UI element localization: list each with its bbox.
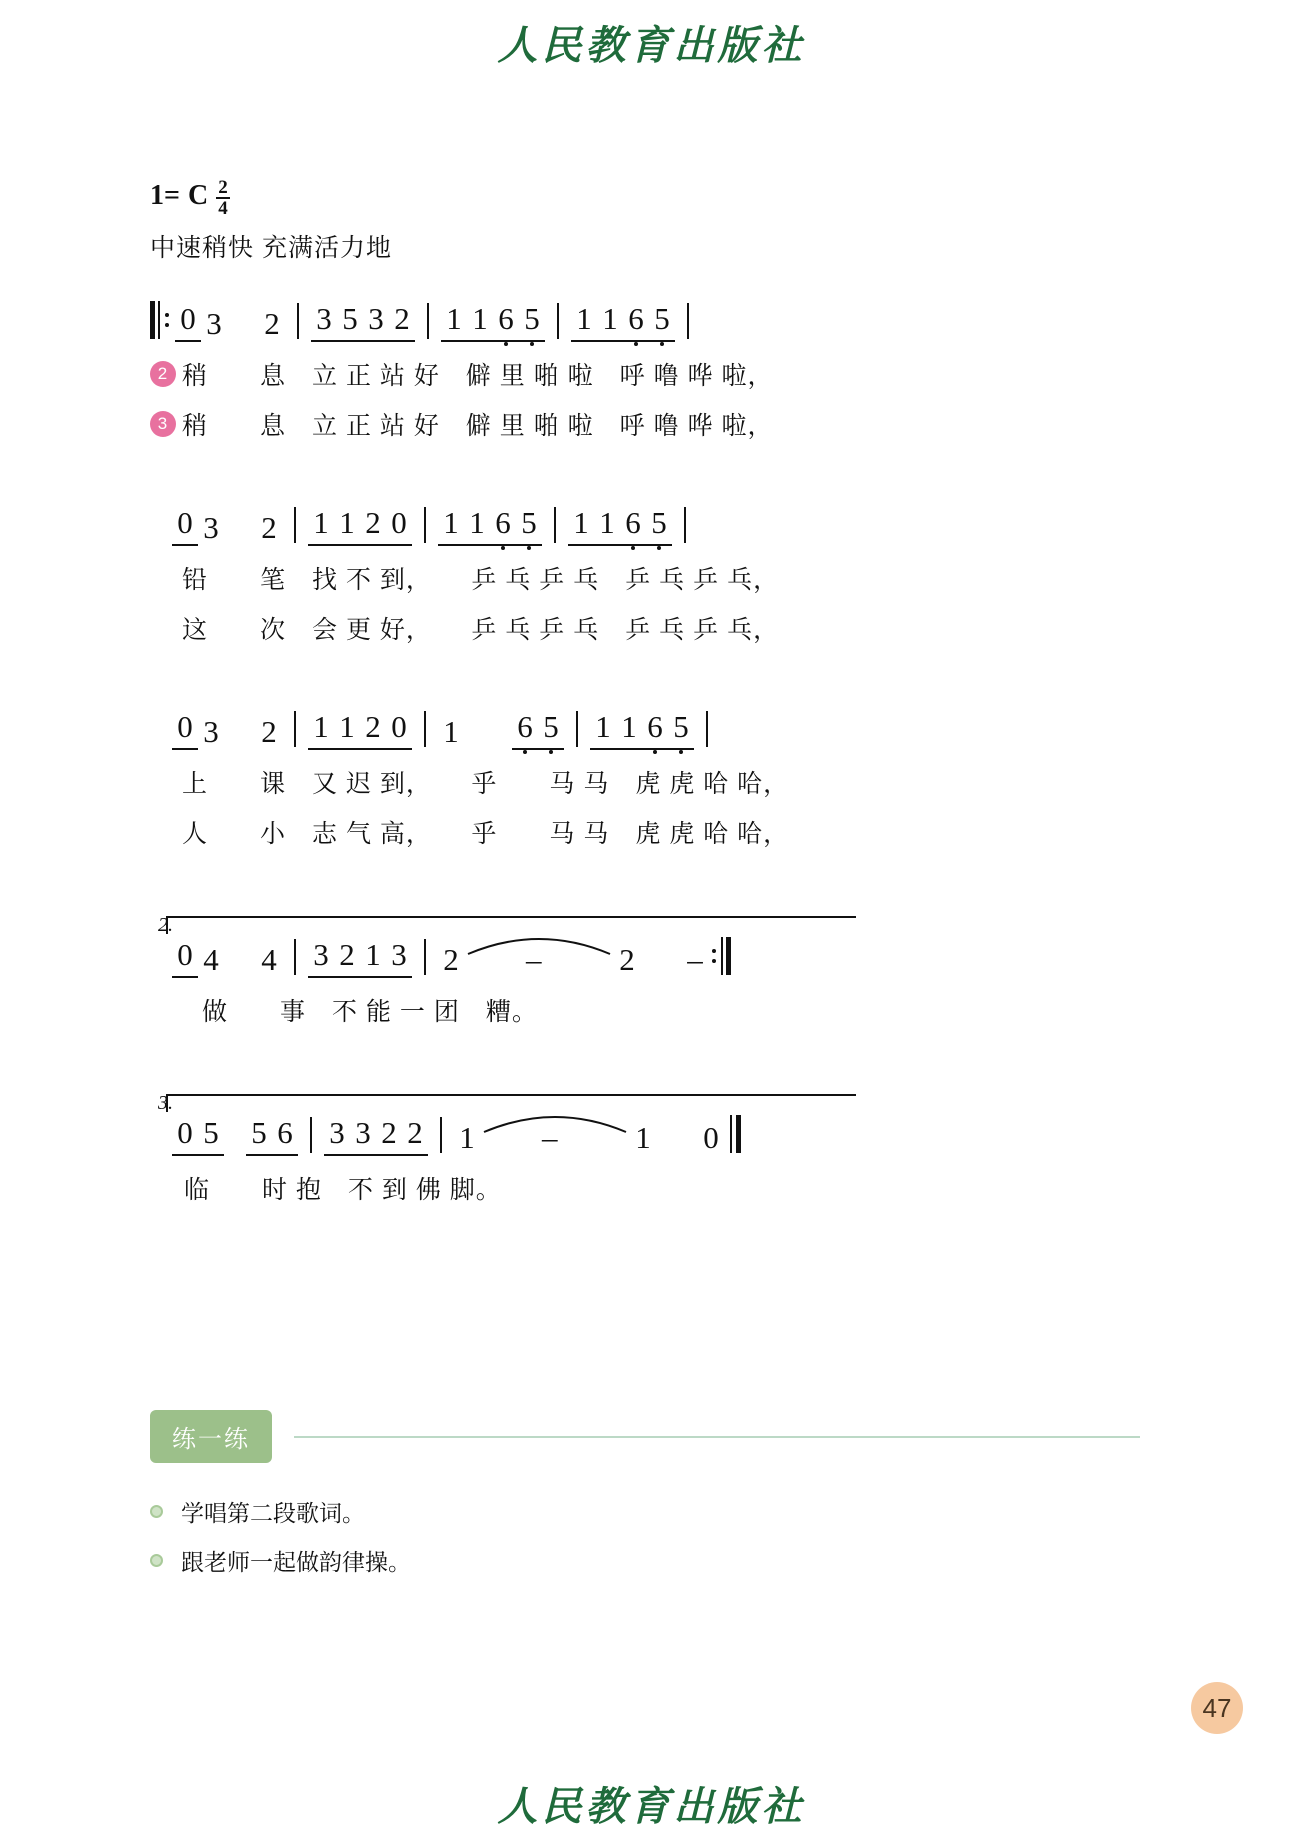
key-label: 1= [150,180,180,211]
score-system-5 [150,1078,1160,1206]
beamed-group [363,301,415,342]
key-signature-line [150,177,1160,222]
exercise-tag: 练一练 [150,1410,272,1463]
score-system-4 [150,900,1160,1028]
repeat-end-sign [712,937,731,975]
note: 3 [391,937,407,972]
lyric-text: 人 小 志 气 高， 乎 马 马 虎 虎 哈 哈， [182,820,790,848]
lyric-text: 这 次 会 更 好， 乒 乓 乒 乓 乒 乓 乒 乓， [182,616,780,644]
note: 2 [619,942,635,977]
lyric-row [150,992,1160,1028]
beamed-group [568,505,620,546]
note: 3 [355,1115,371,1150]
note: 2 [339,937,355,972]
note: 1 [573,505,589,540]
beamed-group [376,1115,428,1156]
note: 1 [339,505,355,540]
note: 0 [172,505,198,546]
verse-number-badge: 2 [150,361,176,387]
exercise-header [150,1410,1160,1463]
beamed-group [324,1115,376,1156]
note: 1 [469,505,485,540]
tempo-marking: 中速稍快 充满活力地 [150,234,392,262]
note-low: 6 [493,301,519,337]
exercise-divider [294,1436,1140,1438]
list-item [150,1495,1160,1528]
notation-row-2 [150,498,1160,546]
note: 3 [206,306,222,341]
barline [706,711,708,747]
notation-row-1 [150,294,1160,342]
volta-bracket-2 [150,900,1160,934]
note: 5 [251,1115,267,1150]
note: 0 [172,937,198,978]
score-system-3 [150,702,1160,850]
note: 1 [602,301,618,336]
beamed-group [590,709,642,750]
lyric-text: 上 课 又 迟 到， 乎 马 马 虎 虎 哈 哈， [182,770,790,798]
volta-label: 2. [158,914,173,936]
beamed-group [623,301,675,342]
publisher-logo-top: 人民教育出版社 [497,22,806,69]
lyric-text: 稍 息 立 正 站 好 僻 里 啪 啦 呼 噜 哗 啦， [182,412,774,440]
note: 0 [703,1120,719,1155]
note: 0 [172,709,198,750]
note-low: 5 [649,301,675,337]
meter-numerator: 2 [218,177,228,198]
note-low: 6 [620,505,646,541]
volta-label: 3. [158,1092,173,1114]
note-low: 6 [623,301,649,337]
note: 2 [365,709,381,744]
note: 0 [391,709,407,744]
note: 3 [329,1115,345,1150]
note: 1 [599,505,615,540]
barline [297,303,299,339]
beamed-group [441,301,493,342]
note: 1 [443,714,459,749]
music-score [150,177,1160,1206]
barline [294,507,296,543]
barline [294,939,296,975]
beamed-group [642,709,694,750]
publisher-logo-bottom: 人民教育出版社 [497,1783,806,1830]
note: 0 [175,301,201,342]
note: 1 [313,709,329,744]
barline [554,507,556,543]
note-low: 6 [642,709,668,745]
barline [424,939,426,975]
volta-bracket-3 [150,1078,1160,1112]
note-low: 6 [490,505,516,541]
note: 2 [261,510,277,545]
beamed-group [620,505,672,546]
beamed-group [490,505,542,546]
barline [310,1117,312,1153]
notation-row-3 [150,702,1160,750]
barline [424,507,426,543]
note: 1 [446,301,462,336]
beamed-group [172,1115,224,1156]
beamed-group [360,937,412,978]
beamed-group [360,709,412,750]
note: 1 [576,301,592,336]
lyric-row [150,560,1160,596]
notation-row-5 [150,1108,1160,1156]
note: 3 [313,937,329,972]
beamed-group [308,505,360,546]
note: 2 [443,942,459,977]
note: 5 [342,301,358,336]
note-low: 5 [646,505,672,541]
note: 1 [313,505,329,540]
note: 6 [277,1115,293,1150]
exercise-item-text: 学唱第二段歌词。 [181,1500,365,1526]
barline [684,507,686,543]
note: 3 [368,301,384,336]
note: 2 [407,1115,423,1150]
tie-arc: – [464,938,614,978]
bullet-icon [150,1505,163,1518]
meter-denominator: 4 [218,198,228,219]
beamed-group [308,709,360,750]
lyric-text: 铅 笔 找 不 到， 乒 乓 乒 乓 乒 乓 乒 乓， [182,566,780,594]
note: 5 [203,1115,219,1150]
time-signature [216,178,230,218]
lyric-text: 临 时 抱 不 到 佛 脚。 [184,1176,502,1204]
note: 0 [391,505,407,540]
list-item [150,1544,1160,1577]
barline [687,303,689,339]
note: 1 [339,709,355,744]
note: 0 [177,1115,193,1150]
barline [440,1117,442,1153]
note: 2 [394,301,410,336]
lyric-row [150,610,1160,646]
beamed-group [512,709,564,750]
note: 4 [261,942,277,977]
beamed-group [571,301,623,342]
barline [427,303,429,339]
note: 1 [365,937,381,972]
final-barline [730,1115,741,1153]
key-value: C [187,180,209,211]
exercise-section [150,1410,1160,1593]
note-low: 5 [519,301,545,337]
tie-arc: – [480,1116,630,1156]
lyric-text: 稍 息 立 正 站 好 僻 里 啪 啦 呼 噜 哗 啦， [182,362,774,390]
note: 2 [264,306,280,341]
beamed-group [360,505,412,546]
exercise-item-text: 跟老师一起做韵律操。 [181,1549,411,1575]
note-low: 6 [512,709,538,745]
note-low: 5 [538,709,564,745]
exercise-list [150,1495,1160,1577]
note: 4 [203,942,219,977]
note: 1 [459,1120,475,1155]
note: 3 [316,301,332,336]
note: 3 [203,510,219,545]
note: 1 [472,301,488,336]
page-number: 47 [1191,1682,1243,1734]
beamed-group [493,301,545,342]
note-low: 5 [516,505,542,541]
beamed-group [311,301,363,342]
note: 1 [635,1120,651,1155]
barline [576,711,578,747]
bullet-icon [150,1554,163,1567]
lyric-text: 做 事 不 能 一 团 糟。 [202,998,538,1026]
score-system-2 [150,498,1160,646]
beamed-group [438,505,490,546]
note: 3 [203,714,219,749]
lyric-row [150,814,1160,850]
lyric-row [150,356,1160,392]
note: 2 [381,1115,397,1150]
barline [294,711,296,747]
note: 2 [261,714,277,749]
note: 2 [365,505,381,540]
note: – [687,942,703,977]
lyric-row [150,764,1160,800]
lyric-row [150,1170,1160,1206]
note: 1 [621,709,637,744]
note-low: 5 [668,709,694,745]
beamed-group [308,937,360,978]
lyric-row [150,406,1160,442]
notation-row-4 [150,930,1160,978]
barline [557,303,559,339]
verse-number-badge: 3 [150,411,176,437]
beamed-group [246,1115,298,1156]
note: 1 [595,709,611,744]
repeat-start-sign [150,301,169,339]
score-system-1 [150,294,1160,442]
note: 1 [443,505,459,540]
barline [424,711,426,747]
